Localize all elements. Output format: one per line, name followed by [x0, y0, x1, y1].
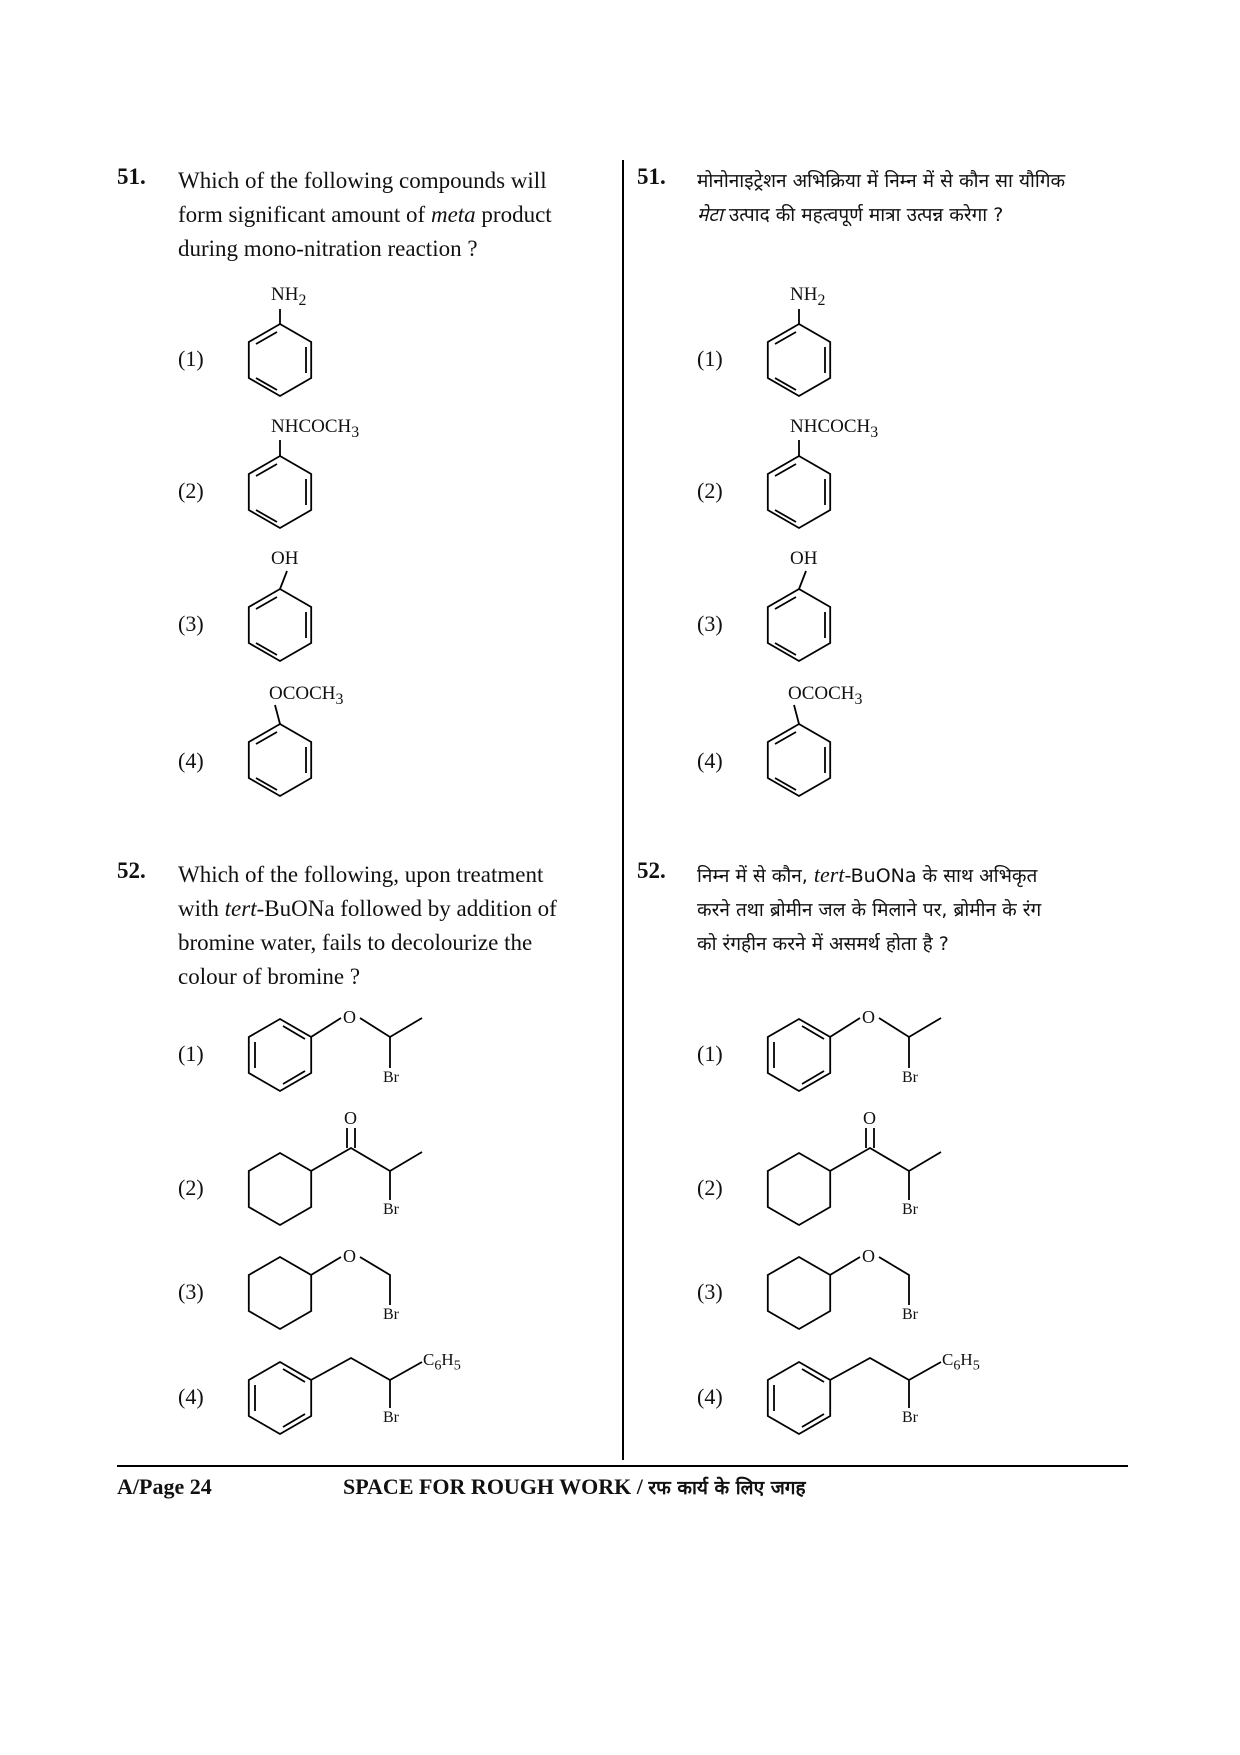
q52-opt4-label-en: (4)	[178, 1384, 204, 1409]
benzene-ring-icon	[249, 1362, 311, 1434]
atom-sub: 5	[453, 1357, 461, 1374]
benzene-ring-icon	[768, 724, 830, 796]
q52-opt2-br-en: Br	[383, 1201, 399, 1218]
q51-option-4-hi[interactable]	[768, 705, 830, 796]
cyclohexane-ring-icon	[249, 1257, 311, 1329]
group-text: OH	[271, 548, 299, 569]
rough-work-hi: रफ कार्य के लिए जगह	[648, 1477, 806, 1499]
group-text: NHCOCH	[271, 416, 352, 437]
benzene-ring-icon	[249, 724, 311, 796]
rough-work-en: SPACE FOR ROUGH WORK /	[343, 1474, 649, 1499]
q52-opt3-o-hi: O	[862, 1246, 875, 1266]
q52-opt4-br-hi: Br	[902, 1409, 918, 1426]
atom-c: C	[942, 1350, 954, 1369]
q51-opt3-label-en: (3)	[178, 611, 204, 636]
q51-opt4-label-hi: (4)	[697, 748, 723, 773]
q52-opt1-label-hi: (1)	[697, 1041, 723, 1066]
benzene-ring-icon	[768, 456, 830, 528]
rough-work-label	[343, 1474, 806, 1500]
q52-hi-line1a: निम्न में से कौन,	[697, 865, 814, 887]
benzene-ring-icon	[249, 456, 311, 528]
q51-opt1-label-en: (1)	[178, 346, 204, 371]
q51-opt1-group-hi	[790, 284, 825, 310]
q52-opt1-o-hi: O	[862, 1007, 875, 1027]
q52-opt1-br-hi: Br	[902, 1069, 918, 1086]
benzene-ring-icon	[249, 589, 311, 661]
group-text: NH	[271, 284, 299, 305]
q52-opt4-c6h5-hi	[942, 1350, 980, 1374]
benzene-ring-icon	[768, 589, 830, 661]
group-text: NH	[790, 284, 818, 305]
q51-hi-line2: उत्पाद की महत्वपूर्ण मात्रा उत्पन्न करेगा ?	[722, 204, 1004, 226]
group-text: NHCOCH	[790, 416, 871, 437]
q51-option-2-hi[interactable]	[768, 440, 830, 528]
benzene-ring-icon	[768, 1362, 830, 1434]
atom-sub: 6	[434, 1357, 442, 1374]
q52-opt2-label-en: (2)	[178, 1175, 204, 1200]
group-sub: 3	[870, 423, 879, 441]
q51-opt1-label-hi: (1)	[697, 346, 723, 371]
q52-opt3-br-en: Br	[383, 1306, 399, 1323]
group-text: OCOCH	[788, 683, 855, 704]
group-sub: 3	[854, 690, 863, 708]
q51-en-line2a: form significant amount of	[178, 202, 431, 227]
q52-opt2-o-en: O	[344, 1108, 357, 1128]
group-sub: 3	[335, 690, 344, 708]
q52-opt4-br-en: Br	[383, 1409, 399, 1426]
q51-option-3-en[interactable]	[249, 571, 311, 661]
cyclohexane-ring-icon	[768, 1153, 830, 1225]
cyclohexane-ring-icon	[768, 1257, 830, 1329]
q52-opt1-o-en: O	[343, 1007, 356, 1027]
q52-en-line1: Which of the following, upon treatment	[178, 862, 544, 887]
q52-opt4-label-hi: (4)	[697, 1384, 723, 1409]
q52-hi-line3: को रंगहीन करने में असमर्थ होता है ?	[697, 933, 949, 955]
group-sub: 2	[298, 291, 307, 309]
q51-option-1-hi[interactable]	[768, 309, 830, 396]
group-text: OCOCH	[269, 683, 336, 704]
q51-hi-line1: मोनोनाइट्रेशन अभिक्रिया में निम्न में से कौन सा यौगिक	[697, 170, 1066, 192]
q52-opt3-label-hi: (3)	[697, 1279, 723, 1304]
benzene-ring-icon	[249, 324, 311, 396]
benzene-ring-icon	[768, 1019, 830, 1091]
atom-h: H	[960, 1350, 973, 1369]
q52-opt1-br-en: Br	[383, 1069, 399, 1086]
q52-en-line2a: with	[178, 896, 225, 921]
atom-sub: 6	[953, 1357, 961, 1374]
q52-hi-line2: करने तथा ब्रोमीन जल के मिलाने पर, ब्रोमीन के रंग	[697, 899, 1042, 921]
q52-en-line3: bromine water, fails to decolourize the	[178, 930, 533, 955]
q52-opt2-o-hi: O	[863, 1108, 876, 1128]
q52-opt1-label-en: (1)	[178, 1041, 204, 1066]
q52-opt2-br-hi: Br	[902, 1201, 918, 1218]
q52-number-hi: 52.	[637, 858, 666, 883]
q51-opt4-group-en	[269, 683, 343, 709]
q52-number-en: 52.	[117, 858, 146, 883]
group-sub: 2	[817, 291, 826, 309]
q51-opt3-label-hi: (3)	[697, 611, 723, 636]
q52-option-3-hi[interactable]	[768, 1257, 909, 1329]
q52-en-tert: tert	[224, 896, 257, 921]
q51-opt4-label-en: (4)	[178, 748, 204, 773]
q52-opt3-label-en: (3)	[178, 1279, 204, 1304]
q52-option-3-en[interactable]	[249, 1257, 390, 1329]
q52-en-line2b: -BuONa followed by addition of	[256, 896, 557, 921]
page-number: A/Page 24	[117, 1474, 212, 1499]
benzene-ring-icon	[768, 324, 830, 396]
q51-number-hi: 51.	[637, 164, 666, 189]
atom-h: H	[441, 1350, 454, 1369]
q51-option-1-en[interactable]	[249, 309, 311, 396]
q51-en-line2b: product	[475, 202, 552, 227]
q52-hi-line1b: -BuONa के साथ अभिकृत	[844, 865, 1038, 887]
q51-hi-meta: मेटा	[697, 204, 723, 226]
q51-en-line1: Which of the following compounds will	[178, 168, 547, 193]
q51-option-2-en[interactable]	[249, 440, 311, 528]
group-sub: 3	[351, 423, 360, 441]
q51-opt4-group-hi	[788, 683, 862, 709]
footer-rule	[117, 1465, 1128, 1467]
benzene-ring-icon	[249, 1019, 311, 1091]
q52-opt2-label-hi: (2)	[697, 1175, 723, 1200]
q51-opt2-label-en: (2)	[178, 478, 204, 503]
q52-opt4-c6h5-en	[423, 1350, 461, 1374]
q51-number-en: 51.	[117, 164, 146, 189]
q52-opt3-br-hi: Br	[902, 1306, 918, 1323]
q51-en-line3: during mono-nitration reaction ?	[178, 236, 478, 261]
q52-en-line4: colour of bromine ?	[178, 964, 361, 989]
q51-opt3-group-en	[271, 548, 298, 570]
q52-question-en	[178, 858, 608, 994]
q52-question-hi	[697, 858, 1129, 961]
atom-c: C	[423, 1350, 435, 1369]
q52-opt3-o-en: O	[343, 1246, 356, 1266]
q51-opt1-group-en	[271, 284, 306, 310]
q51-option-3-hi[interactable]	[768, 571, 830, 661]
q52-hi-tert: tert	[813, 862, 845, 887]
q51-opt2-label-hi: (2)	[697, 478, 723, 503]
atom-sub: 5	[972, 1357, 980, 1374]
cyclohexane-ring-icon	[249, 1153, 311, 1225]
q51-opt2-group-en	[271, 416, 359, 442]
q51-en-meta: meta	[430, 202, 476, 227]
q51-option-4-en[interactable]	[249, 705, 311, 796]
group-text: OH	[790, 548, 818, 569]
q51-opt2-group-hi	[790, 416, 878, 442]
q51-opt3-group-hi	[790, 548, 817, 570]
